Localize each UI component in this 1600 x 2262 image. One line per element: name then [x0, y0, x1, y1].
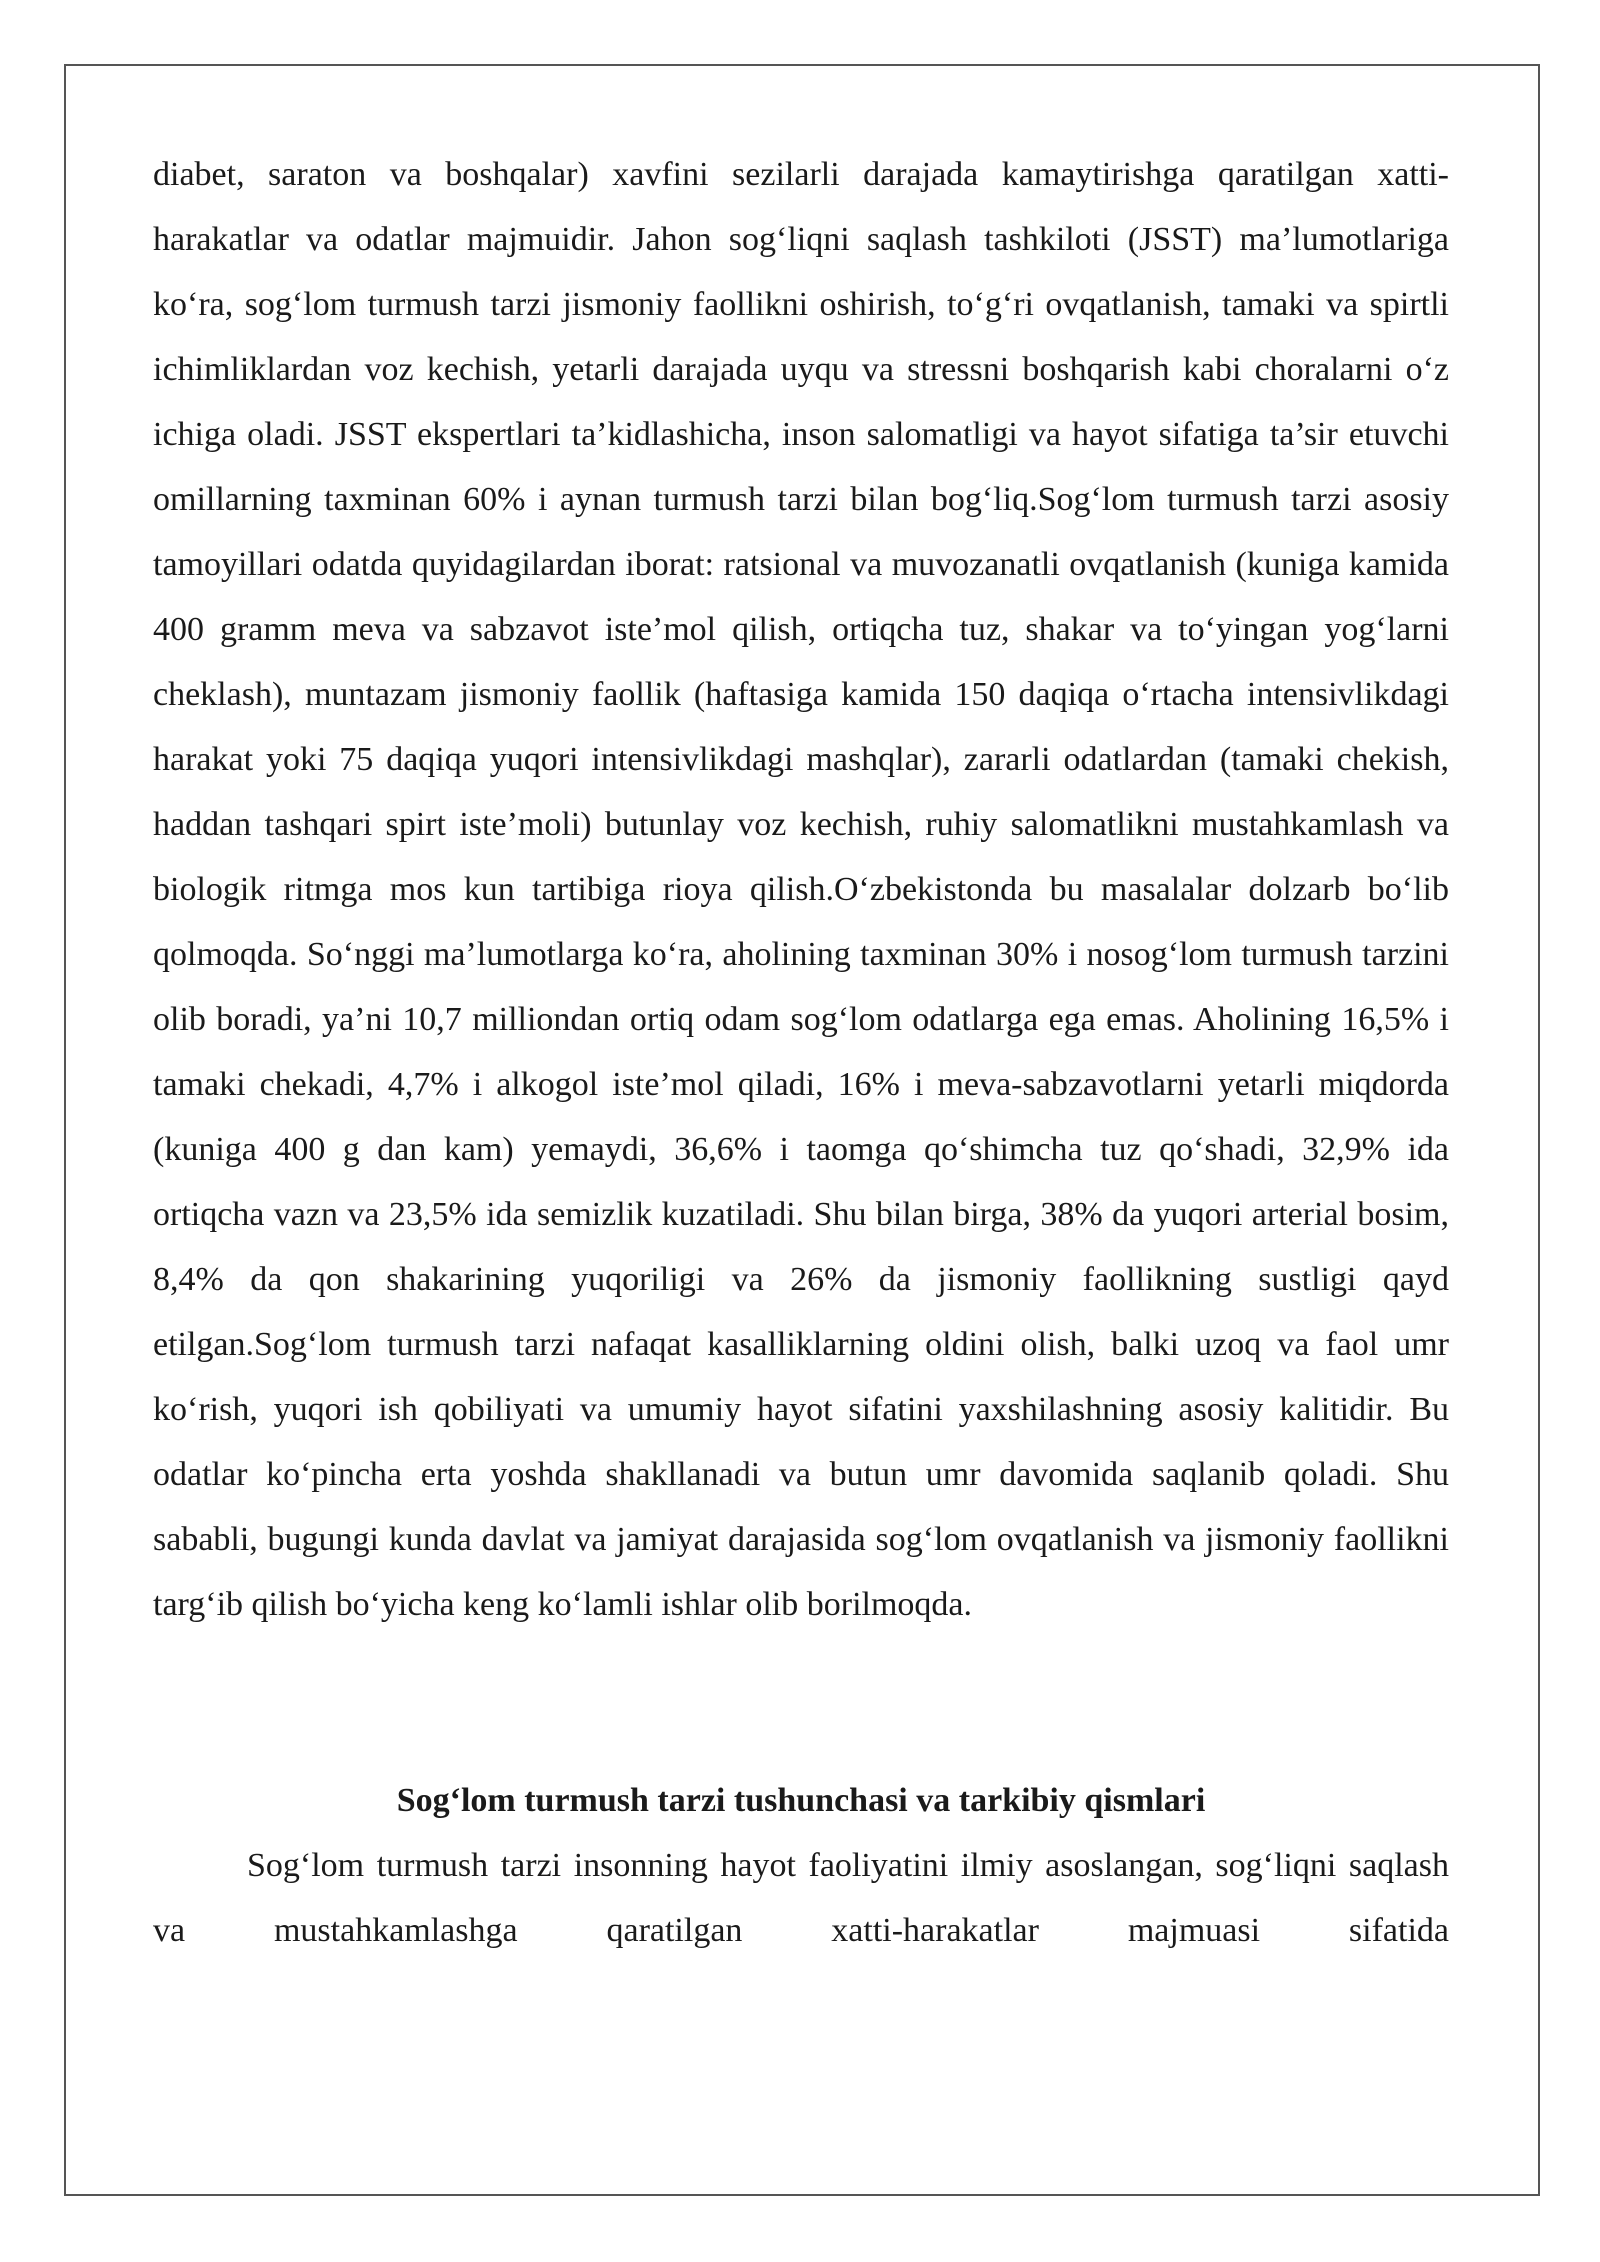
section-heading: Sog‘lom turmush tarzi tushunchasi va tarkibiy qismlari — [396, 1782, 1206, 1819]
document-body — [153, 142, 1449, 1963]
body-paragraph: diabet, saraton va boshqalar) xavfini sezilarli darajada kamaytirishga qaratilgan xatti-harakatlar va odatlar majmuidir. Jahon sog‘liqni saqlash tashkiloti (JSST) ma’lumotlariga ko‘ra, sog‘lom turmush tarzi jismoniy faollikni oshirish, to‘g‘ri ovqatlanish, tamaki va spirtli ichimliklardan voz kechish, yetarli darajada uyqu va stressni boshqarish kabi choralarni o‘z ichiga oladi. JSST ekspertlari ta’kidlashicha, inson salomatligi va hayot sifatiga ta’sir etuvchi omillarning taxminan 60% i aynan turmush tarzi bilan bog‘liq.Sog‘lom turmush tarzi asosiy tamoyillari odatda quyidagilardan iborat: ratsional va muvozanatli ovqatlanish (kuniga kamida 400 gramm meva va sabzavot iste’mol qilish, ortiqcha tuz, shakar va to‘yingan yog‘larni cheklash), muntazam jismoniy faollik (haftasiga kamida 150 daqiqa o‘rtacha intensivlikdagi harakat yoki 75 daqiqa yuqori intensivlikdagi mashqlar), zararli odatlardan (tamaki chekish, haddan tashqari spirt iste’moli) butunlay voz kechish, ruhiy salomatlikni mustahkamlash va biologik ritmga mos kun tartibiga rioya qilish.O‘zbekistonda bu masalalar dolzarb bo‘lib qolmoqda. So‘nggi ma’lumotlarga ko‘ra, aholining taxminan 30% i nosog‘lom turmush tarzini olib boradi, ya’ni 10,7 milliondan ortiq odam sog‘lom odatlarga ega emas. Aholining 16,5% i tamaki chekadi, 4,7% i alkogol iste’mol qiladi, 16% i meva-sabzavotlarni yetarli miqdorda (kuniga 400 g dan kam) yemaydi, 36,6% i taomga qo‘shimcha tuz qo‘shadi, 32,9% ida ortiqcha vazn va 23,5% ida semizlik kuzatiladi. Shu bilan birga, 38% da yuqori arterial bosim, 8,4% da qon shakarining yuqoriligi va 26% da jismoniy faollikning sustligi qayd etilgan.Sog‘lom turmush tarzi nafaqat kasalliklarning oldini olish, balki uzoq va faol umr ko‘rish, yuqori ish qobiliyati va umumiy hayot sifatini yaxshilashning asosiy kalitidir. Bu odatlar ko‘pincha erta yoshda shakllanadi va butun umr davomida saqlanib qoladi. Shu sababli, bugungi kunda davlat va jamiyat darajasida sog‘lom ovqatlanish va jismoniy faollikni targ‘ib qilish bo‘yicha keng ko‘lamli ishlar olib borilmoqda. — [153, 156, 1449, 1623]
section-paragraph: Sog‘lom turmush tarzi insonning hayot faoliyatini ilmiy asoslangan, sog‘liqni saqlash va mustahkamlashga qaratilgan xatti-harakatlar majmuasi sifatida — [153, 1847, 1449, 1949]
